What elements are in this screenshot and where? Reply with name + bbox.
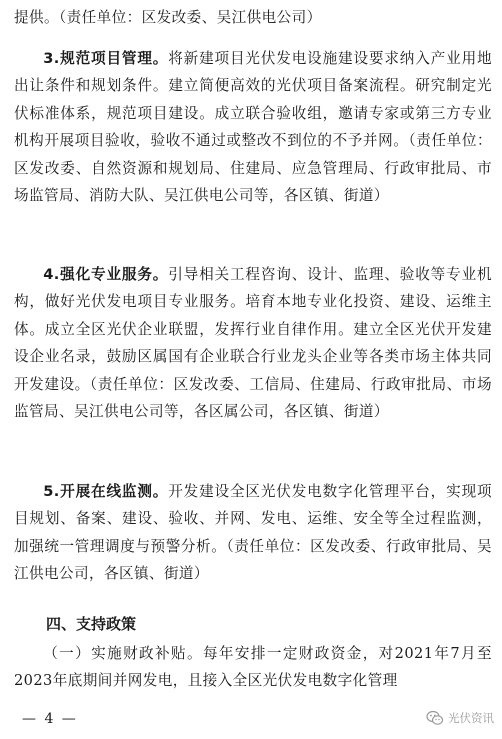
wechat-icon — [426, 709, 444, 727]
paragraph-text: 提供。（责任单位：区发改委、吴江供电公司） — [14, 9, 322, 26]
paragraph-6-text: （一）实施财政补贴。每年安排一定财政资金，对2021年7月至2023年底期间并网发电，且接入全区光伏发电数字化管理 — [14, 645, 492, 690]
watermark-label: 光伏资讯 — [448, 711, 494, 725]
paragraph-4 — [14, 261, 492, 425]
watermark — [426, 709, 494, 727]
section-heading-4: 四、支持政策 — [46, 615, 137, 633]
paragraph-continuation — [14, 4, 492, 31]
paragraph-4-title: 4.强化专业服务。 — [43, 266, 169, 283]
paragraph-5-body: 开发建设全区光伏发电数字化管理平台，实现项目规划、备案、建设、验收、并网、发电、运维、安全等全过程监测，加强统一管理调度与预警分析。（责任单位：区发改委、行政审批局、吴江供电公司，各区镇、街道） — [14, 483, 492, 583]
paragraph-5-title: 5.开展在线监测。 — [43, 483, 169, 500]
paragraph-6 — [14, 640, 492, 695]
paragraph-3-title: 3.规范项目管理。 — [43, 50, 169, 67]
paragraph-5 — [14, 478, 492, 588]
page-number: — 4 — — [22, 711, 78, 727]
paragraph-4-body: 引导相关工程咨询、设计、监理、验收等专业机构，做好光伏发电项目专业服务。培育本地专业化投资、建设、运维主体。成立全区光伏企业联盟，发挥行业自律作用。建立全区光伏开发建设企业名录，鼓励区属国有企业联合行业龙头企业等各类市场主体共同开发建设。（责任单位：区发改委、工信局、住建局、行政审批局、市场监管局、吴江供电公司等，各区属公司，各区镇、街道） — [14, 266, 492, 421]
paragraph-3 — [14, 45, 492, 209]
paragraph-3-body: 将新建项目光伏发电设施建设要求纳入产业用地出让条件和规划条件。建立简便高效的光伏项目备案流程。研究制定光伏标准体系，规范项目建设。成立联合验收组，邀请专家或第三方专业机构开展项目验收，验收不通过或整改不到位的不予并网。（责任单位：区发改委、自然资源和规划局、住建局、应急管理局、行政审批局、市场监管局、消防大队、吴江供电公司等，各区镇、街道） — [14, 50, 492, 205]
